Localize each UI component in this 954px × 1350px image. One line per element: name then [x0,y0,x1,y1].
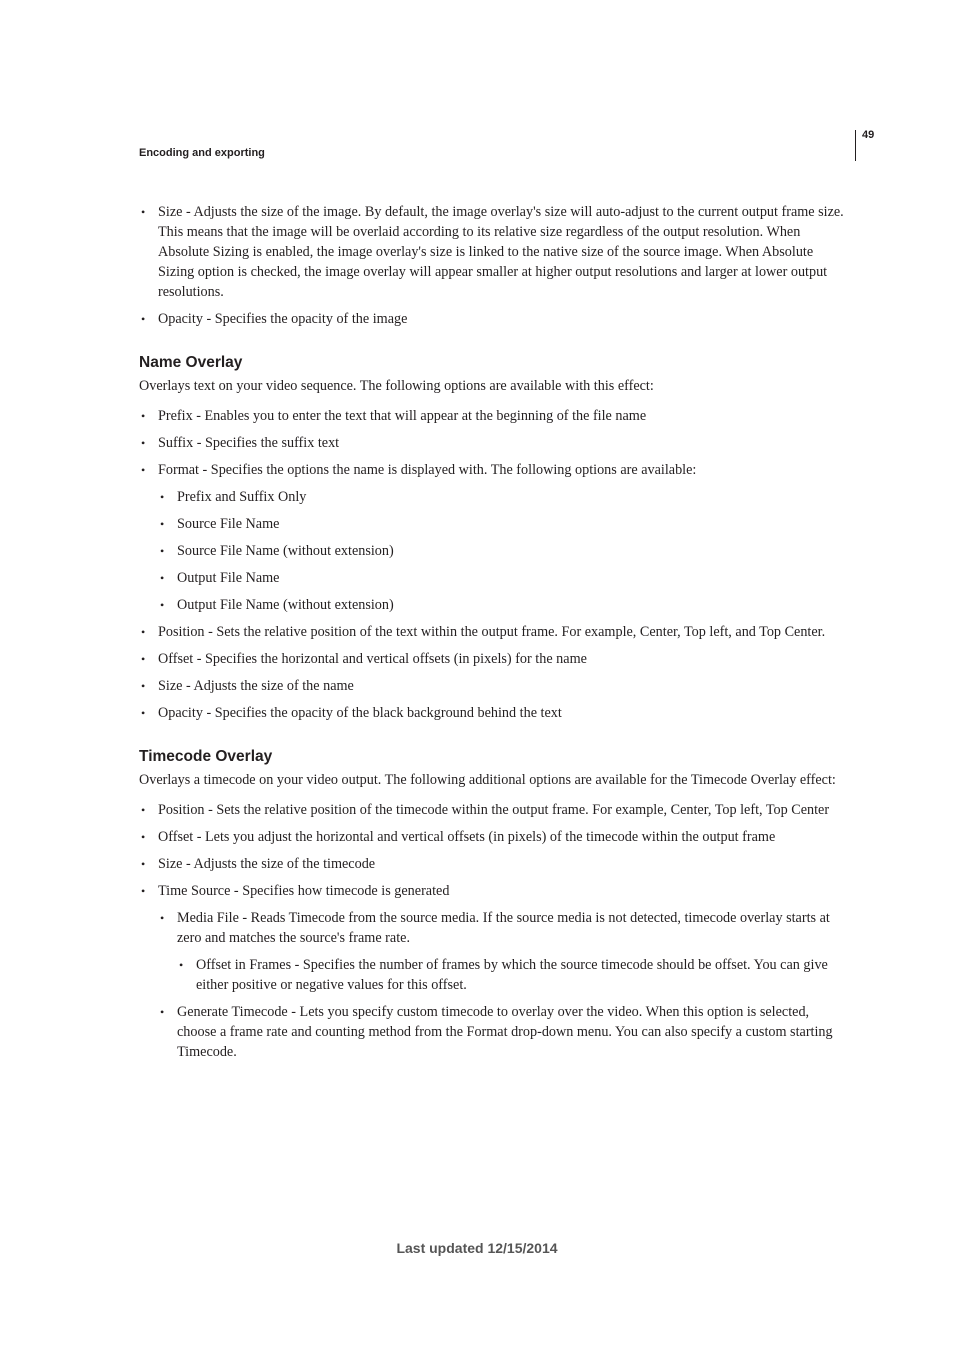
name-overlay-options-list [139,406,851,723]
list-item: • Opacity - Specifies the opacity of the image [141,311,408,327]
bullet-icon: • [141,205,146,219]
bullet-icon: • [141,463,146,477]
sub-list-item: • Prefix and Suffix Only [160,489,307,505]
footer-last-updated: Last updated 12/15/2014 [396,1240,558,1256]
list-item: • Prefix - Enables you to enter the text that will appear at the beginning of the file name [141,408,647,424]
bullet-icon: • [141,706,146,720]
bullet-icon: • [141,312,146,326]
bullet-icon: • [160,517,165,531]
bullet-icon: • [141,803,146,817]
sub-list-item: • Output File Name (without extension) [160,597,394,613]
list-item: • Format - Specifies the options the name is displayed with. The following options are available: [141,462,697,478]
list-item: • Size - Adjusts the size of the image. By default, the image overlay's size will auto-adjust to the current output frame size. This means that the image will be overlaid according to its relative size regardless of the output resolution. When Absolute Sizing is enabled, the image overlay's size is linked to the native size of the source image. When Absolute Sizing option is checked, the image overlay will appear smaller at higher output resolutions and larger at lower output resolutions. [141,204,844,300]
list-item: • Time Source - Specifies how timecode is generated [141,883,450,899]
list-item: • Offset - Lets you adjust the horizontal and vertical offsets (in pixels) of the timecode within the output frame [141,829,776,845]
list-item: • Size - Adjusts the size of the timecode [141,856,376,872]
name-overlay-section [139,353,851,723]
bullet-icon: • [141,884,146,898]
sub-list-item: • Output File Name [160,570,280,586]
image-overlay-options-list [139,202,851,329]
bullet-icon: • [160,598,165,612]
section-intro: Overlays a timecode on your video output. The following additional options are available for the Timecode Overlay effect: [139,772,836,788]
list-item: • Suffix - Specifies the suffix text [141,435,340,451]
section-heading: Name Overlay [139,354,243,371]
bullet-icon: • [141,652,146,666]
bullet-icon: • [160,544,165,558]
bullet-icon: • [141,436,146,450]
list-item: • Position - Sets the relative position of the timecode within the output frame. For example, Center, Top left, Top Center [141,802,830,818]
sub-list-item: • Media File - Reads Timecode from the source media. If the source media is not detected, timecode overlay starts at zero and matches the source's frame rate. [160,910,830,946]
main-content [139,202,851,1069]
bullet-icon: • [179,958,184,972]
list-item: • Offset - Specifies the horizontal and vertical offsets (in pixels) for the name [141,651,587,667]
bullet-icon: • [160,490,165,504]
bullet-icon: • [141,830,146,844]
bullet-icon: • [141,857,146,871]
sub-list-item: • Source File Name (without extension) [160,543,394,559]
list-item: • Position - Sets the relative position of the text within the output frame. For example, Center, Top left, and Top Center. [141,624,826,640]
section-heading: Timecode Overlay [139,748,273,765]
bullet-icon: • [160,911,165,925]
timecode-overlay-options-list [139,800,851,1062]
list-item: • Size - Adjusts the size of the name [141,678,354,694]
bullet-icon: • [160,571,165,585]
bullet-icon: • [141,679,146,693]
bullet-icon: • [160,1005,165,1019]
bullet-icon: • [141,625,146,639]
list-item: • Opacity - Specifies the opacity of the black background behind the text [141,705,562,721]
sub-sub-list-item: • Offset in Frames - Specifies the number of frames by which the source timecode should be offset. You can give either positive or negative values for this offset. [179,957,828,993]
timecode-overlay-section [139,747,851,1062]
section-intro: Overlays text on your video sequence. The following options are available with this effect: [139,378,654,394]
running-header: Encoding and exporting [139,147,265,159]
header-divider [855,130,856,161]
page-number: 49 [862,129,875,141]
sub-list-item: • Source File Name [160,516,280,532]
bullet-icon: • [141,409,146,423]
sub-list-item: • Generate Timecode - Lets you specify custom timecode to overlay over the video. When this option is selected, choose a frame rate and counting method from the Format drop-down menu. You can also specify a custom starting Timecode. [160,1004,833,1060]
